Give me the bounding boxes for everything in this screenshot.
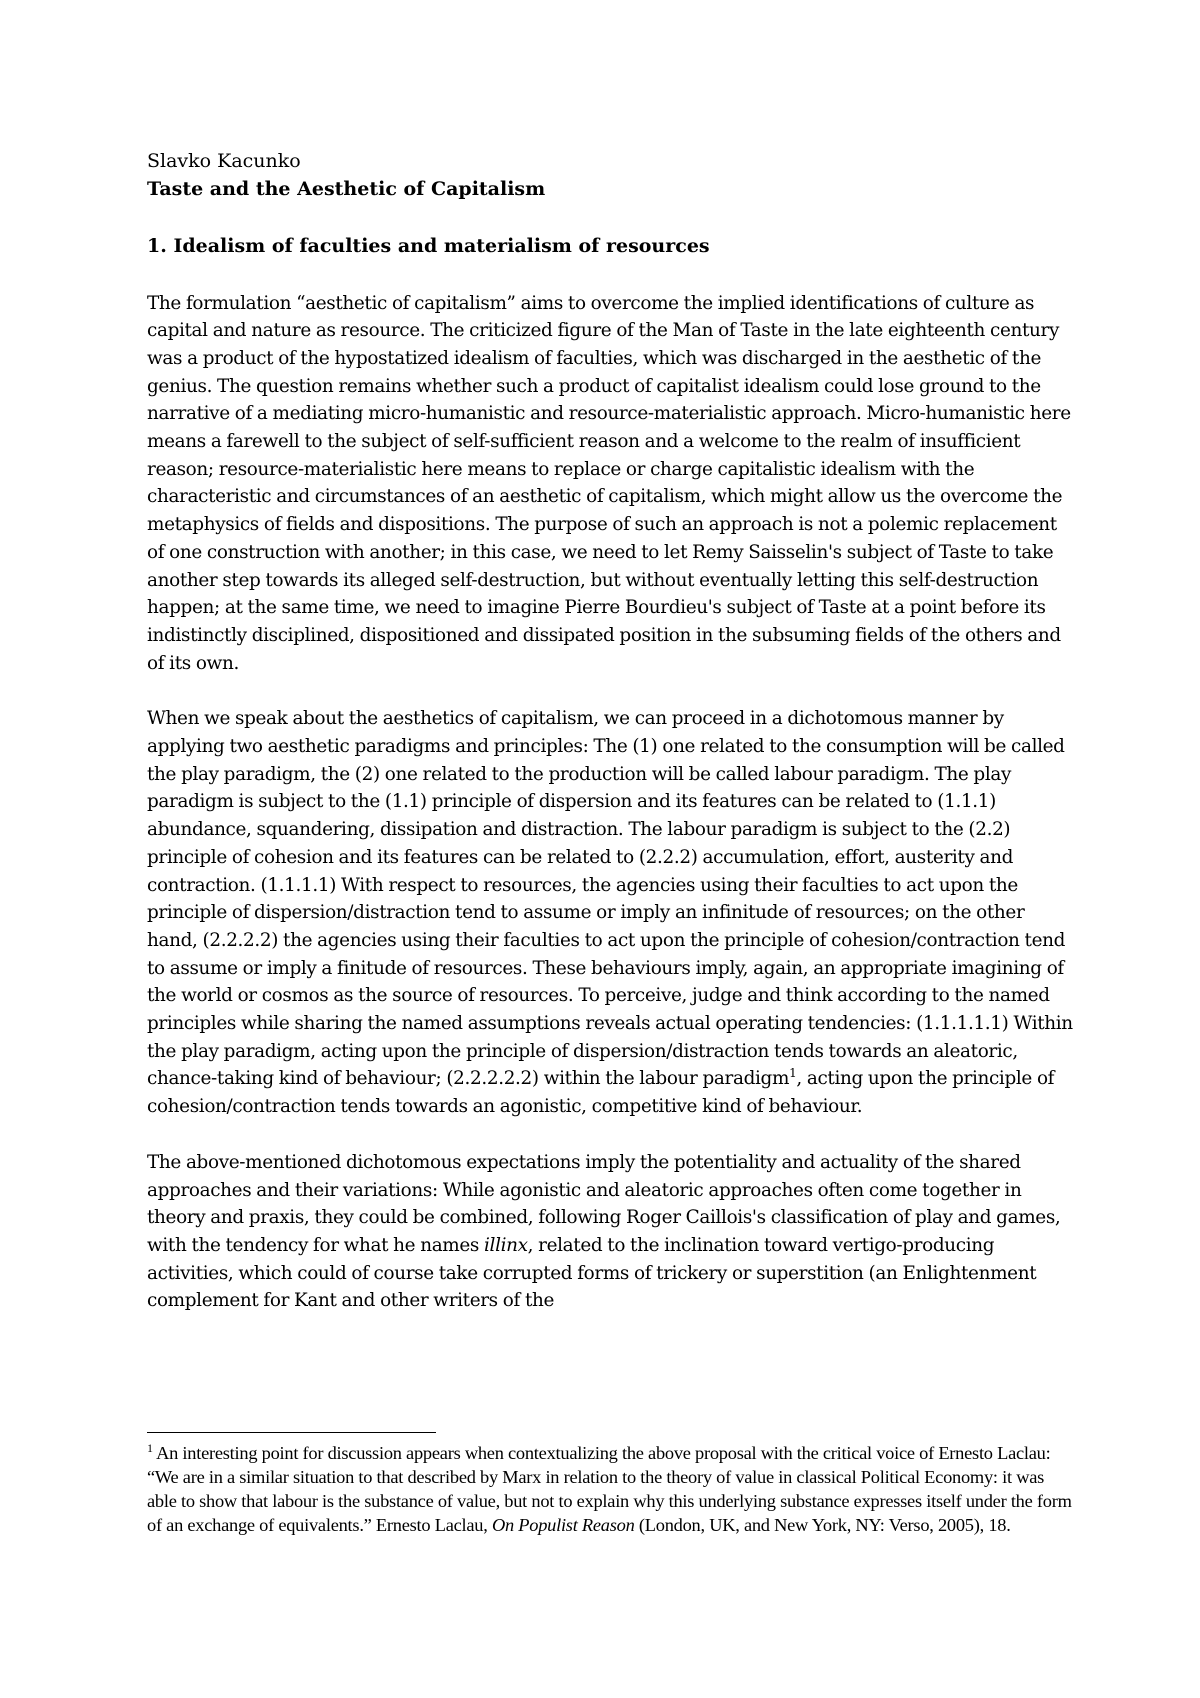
author-name: Slavko Kacunko	[147, 150, 301, 172]
paragraph-3-text-end: , related to the inclination toward vertigo-producing activities, which could of course take corrupted forms of trickery or superstition (an Enlightenment complement for Kant and other writers of the	[147, 1235, 1037, 1312]
footnote-text-start: An interesting point for discussion appears when contextualizing the above proposal with the critical voice of Ernesto Laclau: “We are in a similar situation to that described by Marx in relation to the theory of value in classical Political Economy: it was able to show that labour is the substance of value, but not to explain why this underlying substance expresses itself under the form of an exchange of equivalents.” Ernesto Laclau,	[147, 1443, 1072, 1535]
paragraph-2-text-end: , acting upon the principle of cohesion/contraction tends towards an agonistic, competitive kind of behaviour.	[147, 1068, 1055, 1118]
paragraph-3	[147, 1149, 1077, 1315]
section-heading: 1. Idealism of faculties and materialism of resources	[147, 235, 710, 257]
footnote-text-end: (London, UK, and New York, NY: Verso, 2005), 18.	[634, 1515, 1011, 1535]
paragraph-1-text: The formulation “aesthetic of capitalism” aims to overcome the implied identifications of culture as capital and nature as resource. The criticized figure of the Man of Taste in the late eighteenth century was a product of the hypostatized idealism of faculties, which was discharged in the aesthetic of the genius. The question remains whether such a product of capitalist idealism could lose ground to the narrative of a mediating micro-humanistic and resource-materialistic approach. Micro-humanistic here means a farewell to the subject of self-sufficient reason and a welcome to the realm of insufficient reason; resource-materialistic here means to replace or charge capitalistic idealism with the characteristic and circumstances of an aesthetic of capitalism, which might allow us the overcome the metaphysics of fields and dispositions. The purpose of such an approach is not a polemic replacement of one construction with another; in this case, we need to let Remy Saisselin's subject of Taste to take another step towards its alleged self-destruction, but without eventually letting this self-destruction happen; at the same time, we need to imagine Pierre Bourdieu's subject of Taste at a point before its indistinctly disciplined, dispositioned and dissipated position in the subsuming fields of the others and of its own.	[147, 292, 1071, 674]
paragraph-2-text-start: When we speak about the aesthetics of capitalism, we can proceed in a dichotomous manner by applying two aesthetic paradigms and principles: The (1) one related to the consumption will be called the play paradigm, the (2) one related to the production will be called labour paradigm. The play paradigm is subject to the (1.1) principle of dispersion and its features can be related to (1.1.1) abundance, squandering, dissipation and distraction. The labour paradigm is subject to the (2.2) principle of cohesion and its features can be related to (2.2.2) accumulation, effort, austerity and contraction. (1.1.1.1) With respect to resources, the agencies using their faculties to act upon the principle of dispersion/distraction tend to assume or imply an infinitude of resources; on the other hand, (2.2.2.2) the agencies using their faculties to act upon the principle of cohesion/contraction tend to assume or imply a finitude of resources. These behaviours imply, again, an appropriate imagining of the world or cosmos as the source of resources. To perceive, judge and think according to the named principles while sharing the named assumptions reveals actual operating tendencies: (1.1.1.1.1) Within the play paradigm, acting upon the principle of dispersion/distraction tends towards an aleatoric, chance-taking kind of behaviour; (2.2.2.2.2) within the labour paradigm	[147, 708, 1073, 1090]
footnote	[147, 1441, 1077, 1537]
footnote-separator	[147, 1432, 436, 1433]
footnote-reference[interactable]: 1	[789, 1066, 797, 1081]
paragraph-2	[147, 705, 1077, 1121]
document-body	[147, 148, 1077, 1343]
paragraph-1	[147, 290, 1077, 678]
paragraph-3-italic-term: illinx	[484, 1235, 528, 1256]
footnote-book-title: On Populist Reason	[491, 1515, 635, 1535]
document-title: Taste and the Aesthetic of Capitalism	[147, 177, 546, 200]
footnote-marker: 1	[147, 1440, 153, 1455]
paragraph-3-text-start: The above-mentioned dichotomous expectations imply the potentiality and actuality of the shared approaches and their variations: While agonistic and aleatoric approaches often come together in theory and praxis, they could be combined, following Roger Caillois's classification of play and games, with the tendency for what he names	[147, 1151, 1061, 1256]
